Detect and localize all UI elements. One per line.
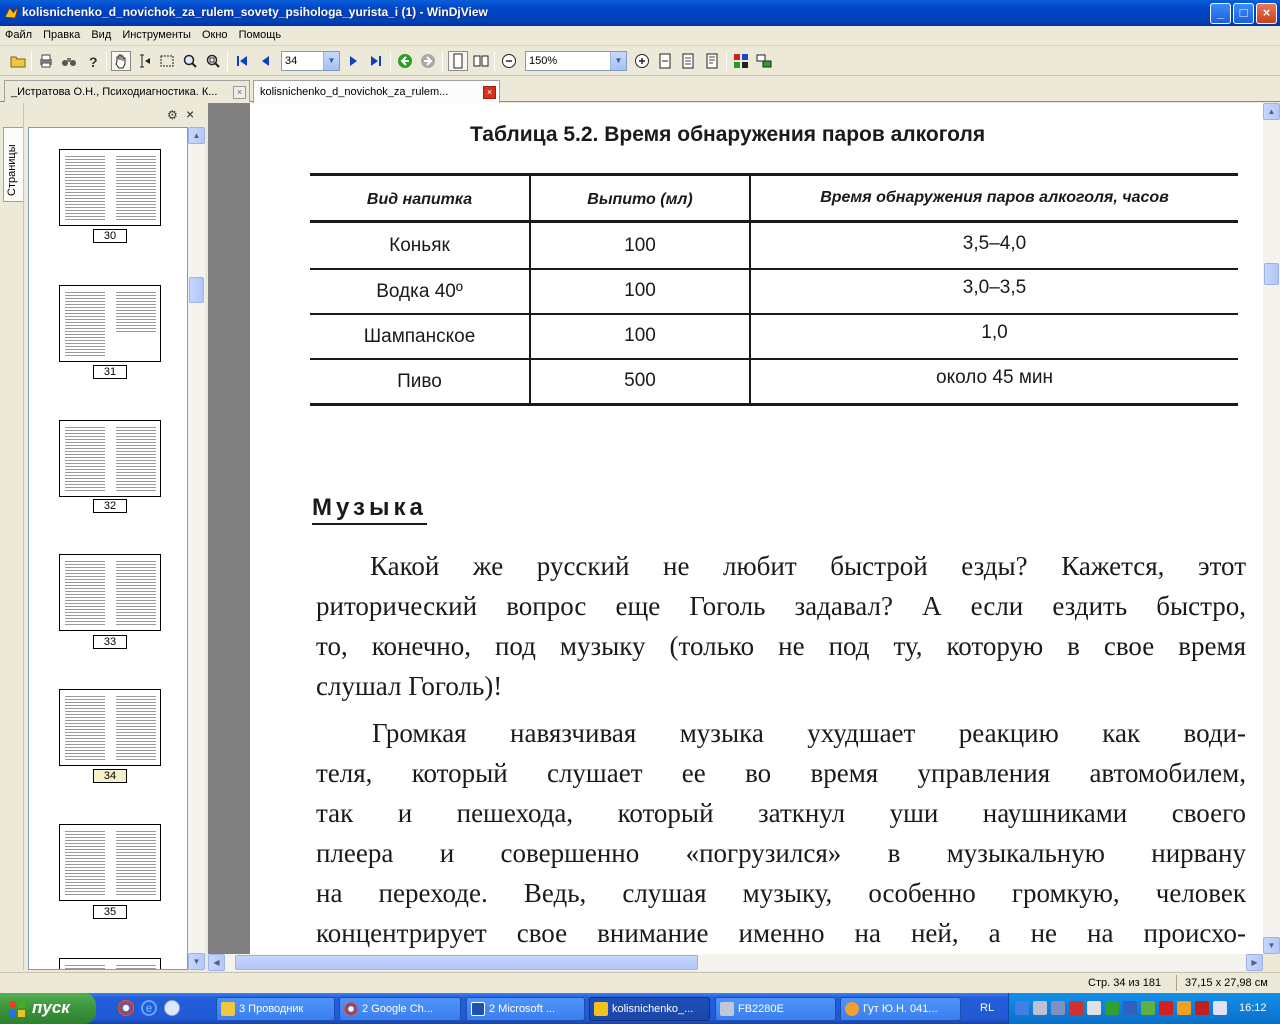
forward-button[interactable] (418, 51, 438, 71)
text-line: риторический вопрос еще Гоголь задавал? А если ездить быстро, (316, 591, 1246, 621)
table-cell: Коньяк (389, 235, 450, 256)
text-cursor-icon (136, 53, 152, 69)
select-rect-button[interactable] (157, 51, 177, 71)
thumbnails-scrollbar[interactable] (188, 127, 205, 970)
table-cell: 3,0–3,5 (962, 277, 1027, 298)
facing-pages-icon (473, 53, 489, 69)
prev-page-button[interactable] (256, 51, 276, 71)
text-line: то, конечно, под музыку (только не под ту, которую в свое время (316, 631, 1246, 661)
document-icon (720, 1002, 734, 1016)
page-thumbnail[interactable] (59, 285, 161, 362)
page-number-label: 31 (93, 365, 127, 379)
task-windjview[interactable] (589, 997, 710, 1021)
start-button[interactable] (0, 993, 96, 1024)
table-rule (310, 403, 1238, 406)
minimize-button[interactable]: _ (1210, 3, 1231, 24)
document-page (250, 103, 1263, 954)
scroll-down-icon[interactable]: ▼ (1263, 937, 1280, 954)
tray-icon[interactable] (1069, 1001, 1083, 1015)
table-cell: Пиво (397, 371, 442, 392)
tray-icon[interactable] (1123, 1001, 1137, 1015)
tray-icon[interactable] (1105, 1001, 1119, 1015)
task-fb2280e[interactable] (715, 997, 836, 1021)
task-label: 2 Microsoft ... (489, 1003, 556, 1015)
menu-file[interactable]: Файл (5, 29, 33, 41)
language-indicator[interactable]: RL (980, 1002, 995, 1014)
side-tab-strip (0, 103, 24, 970)
page-number-combo[interactable] (281, 51, 340, 71)
zoom-rect-icon (205, 53, 221, 69)
table-cell: 100 (624, 325, 656, 346)
scroll-thumb[interactable] (1264, 263, 1279, 285)
back-button[interactable] (395, 51, 415, 71)
start-label: пуск (32, 998, 70, 1017)
document-vertical-scrollbar[interactable] (1263, 103, 1280, 954)
zoom-out-button[interactable] (499, 51, 519, 71)
document-tab-bar (0, 78, 1280, 102)
scroll-thumb[interactable] (189, 277, 204, 303)
first-page-icon (234, 53, 250, 69)
print-button[interactable] (36, 51, 56, 71)
page-number-label: 33 (93, 635, 127, 649)
status-bar (0, 972, 1280, 993)
table-title: Таблица 5.2. Время обнаружения паров алкоголя (470, 123, 986, 146)
page-thumbnail[interactable] (59, 554, 161, 631)
task-label: kolisnichenko_... (612, 1003, 694, 1015)
single-page-button[interactable] (448, 51, 468, 71)
zoom-in-icon (634, 53, 650, 69)
page-thumbnail-selected[interactable] (59, 689, 161, 766)
maximize-button[interactable]: □ (1233, 3, 1254, 24)
tray-icon[interactable] (1177, 1001, 1191, 1015)
clock: 16:12 (1239, 1002, 1267, 1014)
table-rule (310, 268, 1238, 270)
table-cell: 1,0 (981, 322, 1008, 343)
tray-icon[interactable] (1051, 1001, 1065, 1015)
app-icon (845, 1002, 859, 1016)
prev-page-icon (258, 53, 274, 69)
pages-side-tab-label: Страницы (6, 144, 18, 196)
title-bar[interactable] (0, 0, 1280, 26)
table-cell: Шампанское (363, 326, 476, 347)
close-panel-icon[interactable]: × (186, 106, 195, 122)
back-arrow-icon (397, 53, 413, 69)
task-word[interactable] (466, 997, 585, 1021)
help-icon (85, 53, 101, 69)
alcohol-table (310, 173, 1238, 418)
close-tab-icon[interactable]: × (233, 86, 246, 99)
gear-icon[interactable]: ⚙ (167, 108, 178, 122)
quicklaunch-icon[interactable] (164, 1000, 180, 1016)
section-heading: Музыка (312, 494, 427, 525)
text-line: Громкая навязчивая музыка ухудшает реакцию как води- (372, 718, 1246, 748)
svg-text:?: ? (89, 54, 98, 69)
scroll-down-icon[interactable]: ▼ (188, 953, 205, 970)
fit-page-button[interactable] (678, 51, 698, 71)
folder-icon (221, 1002, 235, 1016)
text-line: Какой же русский не любит быстрой езды? Кажется, этот (370, 551, 1246, 581)
display-mode-button[interactable] (731, 51, 751, 71)
tray-icon[interactable] (1159, 1001, 1173, 1015)
open-folder-icon (10, 53, 26, 69)
table-rule (310, 358, 1238, 360)
pages-side-tab[interactable] (3, 127, 23, 202)
task-label: 3 Проводник (239, 1003, 304, 1015)
scroll-left-icon[interactable]: ◀ (208, 954, 225, 971)
tray-icon[interactable] (1087, 1001, 1101, 1015)
text-line: слушал Гоголь)! (316, 671, 503, 701)
page-info: Стр. 34 из 181 (1088, 977, 1162, 989)
last-page-icon (368, 53, 384, 69)
close-button[interactable]: × (1256, 3, 1277, 24)
select-text-button[interactable] (134, 51, 154, 71)
chevron-down-icon[interactable]: ▼ (610, 52, 626, 70)
text-line: концентрирует свое внимание именно на ней, а не на происхо- (316, 918, 1246, 948)
speaker-icon[interactable] (1213, 1001, 1227, 1015)
tray-icon[interactable] (1015, 1001, 1029, 1015)
text-line: теля, который слушает ее во время управления автомобилем, (316, 758, 1246, 788)
facing-pages-button[interactable] (471, 51, 491, 71)
table-header: Вид напитка (366, 191, 473, 208)
table-cell: 100 (624, 235, 656, 256)
next-page-button[interactable] (343, 51, 363, 71)
toolbar (0, 48, 1280, 76)
open-button[interactable] (8, 51, 28, 71)
windows-logo-icon (8, 1000, 26, 1018)
fit-page-icon (680, 53, 696, 69)
zoom-value: 150% (529, 55, 558, 67)
magnifier-icon (182, 53, 198, 69)
tray-icon[interactable] (1195, 1001, 1209, 1015)
task-label: FB2280E (738, 1003, 784, 1015)
table-cell: 500 (624, 370, 656, 391)
system-tray (1008, 993, 1280, 1024)
menu-view[interactable]: Вид (91, 29, 112, 41)
tab-kolisnichenko[interactable] (253, 80, 500, 103)
table-rule (310, 313, 1238, 315)
task-label: 2 Google Ch... (362, 1003, 433, 1015)
table-cell: 100 (624, 280, 656, 301)
text-line: так и пешехода, который заткнул уши наушниками своего (316, 798, 1246, 828)
page-thumbnail[interactable] (59, 958, 161, 970)
ie-quicklaunch-icon[interactable]: e (141, 1000, 157, 1016)
word-icon (471, 1002, 485, 1016)
tab-istratova[interactable] (4, 80, 250, 102)
binoculars-icon (61, 53, 77, 69)
table-cell: около 45 мин (936, 367, 1053, 388)
text-line: на переходе. Ведь, слушая музыку, особенно громкую, человек (316, 878, 1246, 908)
table-rule (310, 173, 1238, 176)
table-rule (310, 220, 1238, 223)
fit-width-button[interactable] (655, 51, 675, 71)
windjview-app-icon (4, 5, 19, 20)
find-button[interactable] (59, 51, 79, 71)
color-mode-icon (733, 53, 749, 69)
layers-icon (756, 53, 772, 69)
single-page-icon (450, 53, 466, 69)
zoom-combo[interactable] (525, 51, 627, 71)
table-cell: 3,5–4,0 (962, 233, 1027, 254)
tab-label: _Истратова О.Н., Психодиагностика. К... (11, 86, 218, 98)
task-explorer[interactable] (216, 997, 335, 1021)
layers-button[interactable] (754, 51, 774, 71)
page-number-label: 34 (93, 769, 127, 783)
zoom-tool-button[interactable] (180, 51, 200, 71)
chevron-down-icon[interactable]: ▼ (323, 52, 339, 70)
page-number-label: 32 (93, 499, 127, 513)
rect-select-icon (159, 53, 175, 69)
table-header: Выпито (мл) (587, 191, 693, 208)
task-gut[interactable] (840, 997, 961, 1021)
chrome-icon (344, 1002, 358, 1016)
table-header: Время обнаружения паров алкоголя, часов (820, 189, 1169, 206)
scroll-up-icon[interactable]: ▲ (1263, 103, 1280, 120)
zoom-out-icon (501, 53, 517, 69)
page-thumbnail[interactable] (59, 420, 161, 497)
scroll-thumb[interactable] (235, 955, 698, 970)
page-thumbnail[interactable] (59, 824, 161, 901)
window-title: kolisnichenko_d_novichok_za_rulem_sovety_psihologa_yurista_i (1) - WinDjView (22, 5, 488, 19)
zoom-in-button[interactable] (632, 51, 652, 71)
zoom-rect-button[interactable] (203, 51, 223, 71)
page-number-label: 30 (93, 229, 127, 243)
tray-icon[interactable] (1033, 1001, 1047, 1015)
hand-tool-button[interactable] (111, 51, 131, 71)
chrome-quicklaunch-icon[interactable] (118, 1000, 134, 1016)
windjview-icon (594, 1002, 608, 1016)
scroll-up-icon[interactable]: ▲ (188, 127, 205, 144)
menu-edit[interactable]: Правка (43, 29, 81, 41)
table-cell: Водка 40º (376, 281, 463, 302)
thumbnails-list[interactable] (28, 127, 188, 970)
actual-size-button[interactable] (702, 51, 722, 71)
page-number-value: 34 (285, 55, 298, 67)
menu-bar (0, 26, 1280, 46)
page-thumbnail[interactable] (59, 149, 161, 226)
scroll-right-icon[interactable]: ▶ (1246, 954, 1263, 971)
document-horizontal-scrollbar[interactable] (208, 954, 1263, 971)
last-page-button[interactable] (366, 51, 386, 71)
menu-tools[interactable]: Инструменты (122, 29, 191, 41)
page-size: 37,15 x 27,98 см (1185, 977, 1268, 989)
text-line: плеера и совершенно «погрузился» в музыкальную нирвану (316, 838, 1246, 868)
printer-icon (38, 53, 54, 69)
close-tab-icon[interactable]: × (483, 86, 496, 99)
forward-arrow-icon (420, 53, 436, 69)
first-page-button[interactable] (232, 51, 252, 71)
actual-size-icon (704, 53, 720, 69)
page-number-label: 35 (93, 905, 127, 919)
task-chrome[interactable] (339, 997, 461, 1021)
menu-help[interactable]: Помощь (238, 29, 282, 41)
scroll-corner (1263, 954, 1280, 971)
menu-window[interactable]: Окно (201, 29, 228, 41)
tray-icon[interactable] (1141, 1001, 1155, 1015)
task-label: Гут Ю.Н. 041... (863, 1003, 938, 1015)
tab-label: kolisnichenko_d_novichok_za_rulem... (260, 86, 449, 98)
fit-width-icon (657, 53, 673, 69)
hand-icon (113, 53, 129, 69)
help-button[interactable] (83, 51, 103, 71)
next-page-icon (345, 53, 361, 69)
